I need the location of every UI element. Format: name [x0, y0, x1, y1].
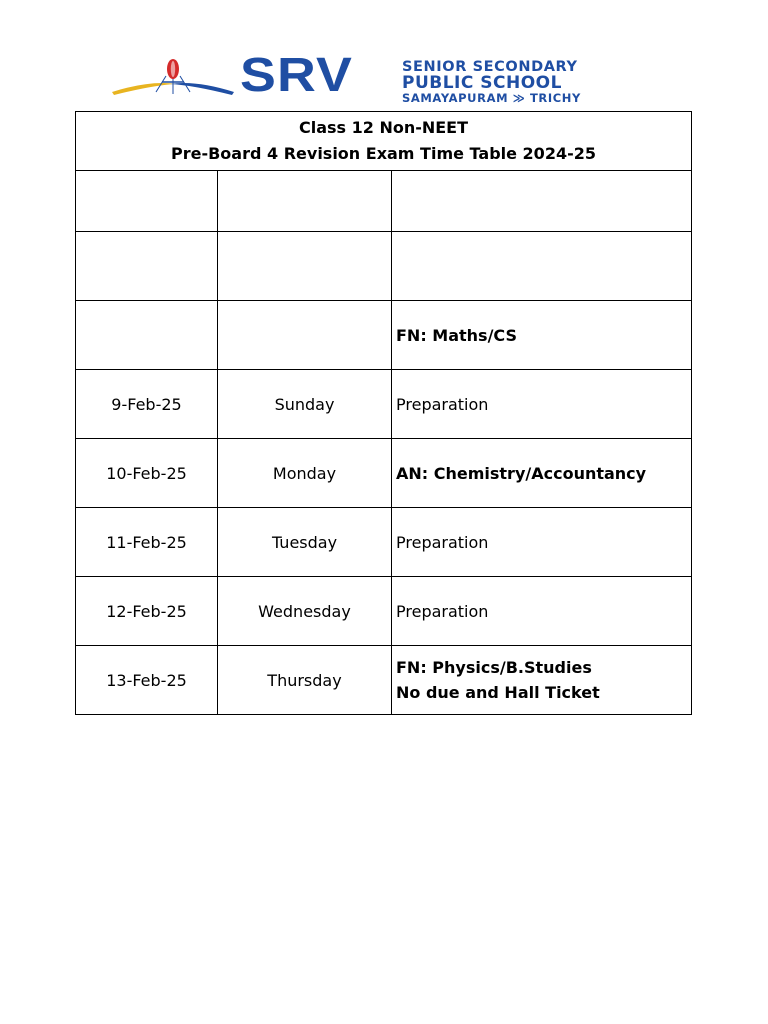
- table-title-line-2: Pre-Board 4 Revision Exam Time Table 2024-25: [171, 144, 596, 163]
- subject-cell: [392, 577, 692, 646]
- logo-line-public-school: PUBLIC SCHOOL: [402, 73, 562, 93]
- table-title: [76, 112, 692, 171]
- table-row: [76, 508, 692, 577]
- day-cell: Thursday: [218, 646, 392, 715]
- date-cell: 13-Feb-25: [76, 646, 218, 715]
- day-cell: [218, 301, 392, 370]
- date-cell: 12-Feb-25: [76, 577, 218, 646]
- date-cell: [76, 301, 218, 370]
- subject-cell: [392, 232, 692, 301]
- subject-line: Preparation: [396, 601, 489, 621]
- table-title-line-1: Class 12 Non-NEET: [298, 118, 469, 137]
- day-cell: [218, 232, 392, 301]
- date-cell: [76, 232, 218, 301]
- subject-cell: [392, 646, 692, 715]
- logo-line-location: SAMAYAPURAM ≫ TRICHY: [402, 91, 581, 105]
- subject-line: Preparation: [396, 394, 489, 414]
- table-row: [76, 439, 692, 508]
- logo-line-senior-secondary: SENIOR SECONDARY: [402, 59, 578, 75]
- table-row: [76, 370, 692, 439]
- table-row: [76, 646, 692, 715]
- subject-line: FN: Physics/B.Studies: [396, 658, 592, 677]
- day-cell: Tuesday: [218, 508, 392, 577]
- day-cell: [218, 171, 392, 232]
- table-row: [76, 171, 692, 232]
- school-logo: [110, 49, 630, 105]
- date-cell: 10-Feb-25: [76, 439, 218, 508]
- logo-brand-text: SRV: [240, 49, 353, 102]
- exam-time-table: [75, 111, 692, 715]
- subject-cell: [392, 370, 692, 439]
- table-row: [76, 577, 692, 646]
- day-cell: Wednesday: [218, 577, 392, 646]
- date-cell: [76, 171, 218, 232]
- subject-cell: [392, 508, 692, 577]
- subject-cell: [392, 301, 692, 370]
- subject-line: FN: Maths/CS: [396, 325, 517, 345]
- date-cell: 9-Feb-25: [76, 370, 218, 439]
- table-row: [76, 232, 692, 301]
- logo-school-name: [402, 60, 632, 104]
- subject-line: Preparation: [396, 532, 489, 552]
- subject-cell: [392, 439, 692, 508]
- table-row: [76, 301, 692, 370]
- day-cell: Monday: [218, 439, 392, 508]
- subject-cell: [392, 171, 692, 232]
- subject-line: AN: Chemistry/Accountancy: [396, 463, 647, 483]
- subject-line: No due and Hall Ticket: [396, 683, 600, 702]
- table-header-row: [76, 112, 692, 171]
- date-cell: 11-Feb-25: [76, 508, 218, 577]
- school-emblem-icon: [110, 58, 236, 98]
- day-cell: Sunday: [218, 370, 392, 439]
